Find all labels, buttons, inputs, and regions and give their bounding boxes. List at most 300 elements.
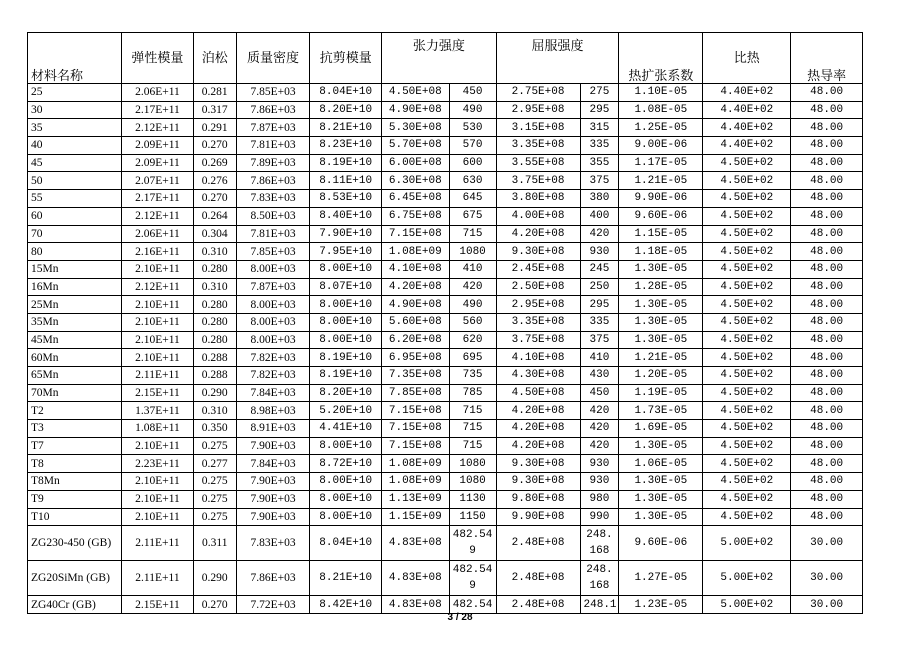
poisson-cell: 0.350	[193, 420, 236, 438]
specific-heat-cell: 5.00E+02	[703, 561, 791, 596]
thermal-expansion-cell: 1.06E-05	[619, 455, 703, 473]
poisson-cell: 0.280	[193, 331, 236, 349]
thermal-expansion-cell: 1.30E-05	[619, 331, 703, 349]
specific-heat-cell: 5.00E+02	[703, 596, 791, 614]
yield-strength-cell: 9.30E+08	[496, 243, 580, 261]
density-cell: 8.00E+03	[236, 331, 310, 349]
specific-heat-cell: 4.50E+02	[703, 473, 791, 491]
density-cell: 7.87E+03	[236, 119, 310, 137]
yield-strength-mpa-cell: 375	[580, 331, 619, 349]
shear-modulus-cell: 8.04E+10	[310, 84, 382, 102]
thermal-expansion-cell: 1.08E-05	[619, 101, 703, 119]
thermal-conductivity-cell: 48.00	[791, 384, 863, 402]
poisson-cell: 0.291	[193, 119, 236, 137]
yield-strength-cell: 2.75E+08	[496, 84, 580, 102]
tensile-strength-mpa-cell: 560	[449, 313, 496, 331]
table-row	[28, 526, 863, 561]
density-cell: 8.00E+03	[236, 313, 310, 331]
density-cell: 7.81E+03	[236, 137, 310, 155]
yield-strength-cell: 2.95E+08	[496, 101, 580, 119]
yield-strength-mpa-cell: 420	[580, 402, 619, 420]
yield-strength-mpa-cell: 248.168	[580, 561, 619, 596]
yield-strength-cell: 3.15E+08	[496, 119, 580, 137]
header-thermal-conductivity: 热导率	[791, 33, 863, 84]
tensile-strength-cell: 4.50E+08	[382, 84, 450, 102]
table-row	[28, 172, 863, 190]
elastic-modulus-cell: 2.11E+11	[122, 367, 194, 385]
material-name-cell: 60Mn	[28, 349, 122, 367]
thermal-conductivity-cell: 48.00	[791, 296, 863, 314]
thermal-expansion-cell: 1.30E-05	[619, 508, 703, 526]
elastic-modulus-cell: 2.10E+11	[122, 508, 194, 526]
table-row	[28, 349, 863, 367]
yield-strength-mpa-cell: 248.168	[580, 526, 619, 561]
specific-heat-cell: 4.50E+02	[703, 437, 791, 455]
poisson-cell: 0.317	[193, 101, 236, 119]
yield-strength-cell: 3.75E+08	[496, 172, 580, 190]
elastic-modulus-cell: 2.07E+11	[122, 172, 194, 190]
tensile-strength-mpa-cell: 715	[449, 420, 496, 438]
thermal-conductivity-cell: 48.00	[791, 101, 863, 119]
yield-strength-cell: 3.75E+08	[496, 331, 580, 349]
tensile-strength-mpa-cell: 715	[449, 402, 496, 420]
tensile-strength-cell: 5.60E+08	[382, 313, 450, 331]
header-poisson: 泊松	[193, 33, 236, 84]
poisson-cell: 0.310	[193, 402, 236, 420]
density-cell: 7.89E+03	[236, 154, 310, 172]
specific-heat-cell: 4.50E+02	[703, 207, 791, 225]
tensile-strength-mpa-cell: 1080	[449, 455, 496, 473]
yield-strength-cell: 4.50E+08	[496, 384, 580, 402]
material-name-cell: 25	[28, 84, 122, 102]
poisson-cell: 0.311	[193, 526, 236, 561]
thermal-conductivity-cell: 48.00	[791, 490, 863, 508]
elastic-modulus-cell: 2.10E+11	[122, 260, 194, 278]
table-row	[28, 190, 863, 208]
thermal-conductivity-cell: 48.00	[791, 367, 863, 385]
shear-modulus-cell: 8.19E+10	[310, 154, 382, 172]
poisson-cell: 0.275	[193, 490, 236, 508]
poisson-cell: 0.275	[193, 437, 236, 455]
table-row	[28, 561, 863, 596]
shear-modulus-cell: 8.00E+10	[310, 490, 382, 508]
material-name-cell: 45	[28, 154, 122, 172]
tensile-strength-mpa-cell: 1150	[449, 508, 496, 526]
tensile-strength-cell: 7.15E+08	[382, 420, 450, 438]
yield-strength-cell: 9.30E+08	[496, 455, 580, 473]
density-cell: 8.91E+03	[236, 420, 310, 438]
header-thermal-expansion: 热扩张系数	[619, 33, 703, 84]
material-name-cell: 35Mn	[28, 313, 122, 331]
table-row	[28, 119, 863, 137]
elastic-modulus-cell: 1.37E+11	[122, 402, 194, 420]
shear-modulus-cell: 8.42E+10	[310, 596, 382, 614]
thermal-conductivity-cell: 48.00	[791, 278, 863, 296]
yield-strength-cell: 3.55E+08	[496, 154, 580, 172]
specific-heat-cell: 4.50E+02	[703, 349, 791, 367]
tensile-strength-cell: 1.08E+09	[382, 473, 450, 491]
header-specific-heat: 比热	[703, 33, 791, 84]
thermal-expansion-cell: 9.90E-06	[619, 190, 703, 208]
tensile-strength-mpa-cell: 482.549	[449, 561, 496, 596]
tensile-strength-cell: 6.20E+08	[382, 331, 450, 349]
shear-modulus-cell: 8.11E+10	[310, 172, 382, 190]
tensile-strength-mpa-cell: 630	[449, 172, 496, 190]
shear-modulus-cell: 8.20E+10	[310, 101, 382, 119]
elastic-modulus-cell: 2.10E+11	[122, 349, 194, 367]
poisson-cell: 0.270	[193, 596, 236, 614]
tensile-strength-mpa-cell: 530	[449, 119, 496, 137]
material-name-cell: 55	[28, 190, 122, 208]
tensile-strength-cell: 5.70E+08	[382, 137, 450, 155]
tensile-strength-cell: 6.75E+08	[382, 207, 450, 225]
header-yield-strength: 屈服强度	[496, 33, 619, 84]
density-cell: 8.50E+03	[236, 207, 310, 225]
thermal-conductivity-cell: 48.00	[791, 455, 863, 473]
elastic-modulus-cell: 2.10E+11	[122, 437, 194, 455]
thermal-expansion-cell: 1.30E-05	[619, 260, 703, 278]
material-name-cell: 25Mn	[28, 296, 122, 314]
tensile-strength-cell: 4.90E+08	[382, 101, 450, 119]
thermal-expansion-cell: 9.00E-06	[619, 137, 703, 155]
yield-strength-mpa-cell: 335	[580, 137, 619, 155]
thermal-conductivity-cell: 48.00	[791, 402, 863, 420]
tensile-strength-mpa-cell: 482.54	[449, 596, 496, 614]
thermal-conductivity-cell: 30.00	[791, 526, 863, 561]
yield-strength-mpa-cell: 430	[580, 367, 619, 385]
material-name-cell: 50	[28, 172, 122, 190]
yield-strength-cell: 4.00E+08	[496, 207, 580, 225]
tensile-strength-cell: 6.30E+08	[382, 172, 450, 190]
material-name-cell: 60	[28, 207, 122, 225]
thermal-expansion-cell: 1.30E-05	[619, 313, 703, 331]
material-name-cell: T7	[28, 437, 122, 455]
yield-strength-cell: 2.48E+08	[496, 561, 580, 596]
table-row	[28, 101, 863, 119]
thermal-conductivity-cell: 30.00	[791, 561, 863, 596]
elastic-modulus-cell: 2.16E+11	[122, 243, 194, 261]
material-name-cell: T9	[28, 490, 122, 508]
shear-modulus-cell: 4.41E+10	[310, 420, 382, 438]
yield-strength-mpa-cell: 380	[580, 190, 619, 208]
specific-heat-cell: 4.50E+02	[703, 367, 791, 385]
shear-modulus-cell: 8.04E+10	[310, 526, 382, 561]
tensile-strength-mpa-cell: 695	[449, 349, 496, 367]
yield-strength-mpa-cell: 450	[580, 384, 619, 402]
tensile-strength-cell: 1.08E+09	[382, 243, 450, 261]
tensile-strength-cell: 7.85E+08	[382, 384, 450, 402]
yield-strength-cell: 4.10E+08	[496, 349, 580, 367]
shear-modulus-cell: 8.20E+10	[310, 384, 382, 402]
material-name-cell: 40	[28, 137, 122, 155]
specific-heat-cell: 4.50E+02	[703, 508, 791, 526]
poisson-cell: 0.277	[193, 455, 236, 473]
yield-strength-mpa-cell: 930	[580, 243, 619, 261]
tensile-strength-cell: 4.83E+08	[382, 561, 450, 596]
thermal-expansion-cell: 1.15E-05	[619, 225, 703, 243]
material-name-cell: T8Mn	[28, 473, 122, 491]
tensile-strength-cell: 7.35E+08	[382, 367, 450, 385]
shear-modulus-cell: 7.90E+10	[310, 225, 382, 243]
table-row	[28, 278, 863, 296]
thermal-conductivity-cell: 48.00	[791, 225, 863, 243]
poisson-cell: 0.310	[193, 278, 236, 296]
shear-modulus-cell: 8.00E+10	[310, 260, 382, 278]
density-cell: 7.90E+03	[236, 473, 310, 491]
elastic-modulus-cell: 2.12E+11	[122, 119, 194, 137]
poisson-cell: 0.276	[193, 172, 236, 190]
yield-strength-cell: 9.90E+08	[496, 508, 580, 526]
poisson-cell: 0.275	[193, 473, 236, 491]
table-row	[28, 137, 863, 155]
yield-strength-cell: 9.30E+08	[496, 473, 580, 491]
poisson-cell: 0.270	[193, 137, 236, 155]
material-name-cell: 65Mn	[28, 367, 122, 385]
yield-strength-cell: 2.48E+08	[496, 526, 580, 561]
elastic-modulus-cell: 2.11E+11	[122, 526, 194, 561]
poisson-cell: 0.310	[193, 243, 236, 261]
material-name-cell: 70Mn	[28, 384, 122, 402]
thermal-expansion-cell: 1.19E-05	[619, 384, 703, 402]
tensile-strength-mpa-cell: 490	[449, 296, 496, 314]
poisson-cell: 0.270	[193, 190, 236, 208]
elastic-modulus-cell: 2.23E+11	[122, 455, 194, 473]
thermal-expansion-cell: 1.30E-05	[619, 473, 703, 491]
table-row	[28, 331, 863, 349]
thermal-conductivity-cell: 48.00	[791, 119, 863, 137]
specific-heat-cell: 4.40E+02	[703, 101, 791, 119]
thermal-expansion-cell: 1.17E-05	[619, 154, 703, 172]
shear-modulus-cell: 8.53E+10	[310, 190, 382, 208]
elastic-modulus-cell: 2.09E+11	[122, 137, 194, 155]
tensile-strength-cell: 6.00E+08	[382, 154, 450, 172]
specific-heat-cell: 4.50E+02	[703, 278, 791, 296]
material-name-cell: 16Mn	[28, 278, 122, 296]
tensile-strength-cell: 4.83E+08	[382, 596, 450, 614]
poisson-cell: 0.281	[193, 84, 236, 102]
thermal-conductivity-cell: 48.00	[791, 313, 863, 331]
yield-strength-cell: 9.80E+08	[496, 490, 580, 508]
tensile-strength-mpa-cell: 785	[449, 384, 496, 402]
specific-heat-cell: 4.50E+02	[703, 331, 791, 349]
tensile-strength-mpa-cell: 620	[449, 331, 496, 349]
thermal-expansion-cell: 1.30E-05	[619, 437, 703, 455]
poisson-cell: 0.275	[193, 508, 236, 526]
elastic-modulus-cell: 2.15E+11	[122, 384, 194, 402]
poisson-cell: 0.290	[193, 384, 236, 402]
thermal-conductivity-cell: 48.00	[791, 207, 863, 225]
yield-strength-mpa-cell: 275	[580, 84, 619, 102]
material-name-cell: 70	[28, 225, 122, 243]
specific-heat-cell: 4.40E+02	[703, 84, 791, 102]
thermal-expansion-cell: 1.73E-05	[619, 402, 703, 420]
tensile-strength-mpa-cell: 410	[449, 260, 496, 278]
density-cell: 7.86E+03	[236, 172, 310, 190]
yield-strength-cell: 3.35E+08	[496, 137, 580, 155]
shear-modulus-cell: 8.00E+10	[310, 296, 382, 314]
thermal-expansion-cell: 1.10E-05	[619, 84, 703, 102]
shear-modulus-cell: 8.72E+10	[310, 455, 382, 473]
header-row	[28, 33, 863, 84]
yield-strength-cell: 2.50E+08	[496, 278, 580, 296]
density-cell: 7.72E+03	[236, 596, 310, 614]
specific-heat-cell: 4.50E+02	[703, 260, 791, 278]
yield-strength-mpa-cell: 400	[580, 207, 619, 225]
tensile-strength-mpa-cell: 1130	[449, 490, 496, 508]
density-cell: 7.85E+03	[236, 84, 310, 102]
density-cell: 7.84E+03	[236, 384, 310, 402]
material-name-cell: T2	[28, 402, 122, 420]
yield-strength-mpa-cell: 420	[580, 437, 619, 455]
specific-heat-cell: 5.00E+02	[703, 526, 791, 561]
yield-strength-mpa-cell: 295	[580, 296, 619, 314]
density-cell: 7.82E+03	[236, 367, 310, 385]
yield-strength-mpa-cell: 315	[580, 119, 619, 137]
thermal-expansion-cell: 1.30E-05	[619, 490, 703, 508]
table-row	[28, 384, 863, 402]
tensile-strength-mpa-cell: 570	[449, 137, 496, 155]
elastic-modulus-cell: 2.12E+11	[122, 207, 194, 225]
material-name-cell: 80	[28, 243, 122, 261]
specific-heat-cell: 4.40E+02	[703, 119, 791, 137]
header-density: 质量密度	[236, 33, 310, 84]
shear-modulus-cell: 8.07E+10	[310, 278, 382, 296]
density-cell: 7.82E+03	[236, 349, 310, 367]
density-cell: 7.90E+03	[236, 490, 310, 508]
thermal-expansion-cell: 1.21E-05	[619, 172, 703, 190]
specific-heat-cell: 4.50E+02	[703, 243, 791, 261]
shear-modulus-cell: 8.00E+10	[310, 508, 382, 526]
material-name-cell: ZG20SiMn (GB)	[28, 561, 122, 596]
thermal-expansion-cell: 9.60E-06	[619, 207, 703, 225]
table-row	[28, 260, 863, 278]
thermal-expansion-cell: 1.27E-05	[619, 561, 703, 596]
density-cell: 8.98E+03	[236, 402, 310, 420]
table-row	[28, 225, 863, 243]
yield-strength-mpa-cell: 980	[580, 490, 619, 508]
thermal-conductivity-cell: 48.00	[791, 172, 863, 190]
yield-strength-mpa-cell: 248.1	[580, 596, 619, 614]
elastic-modulus-cell: 2.06E+11	[122, 84, 194, 102]
tensile-strength-mpa-cell: 420	[449, 278, 496, 296]
specific-heat-cell: 4.50E+02	[703, 384, 791, 402]
specific-heat-cell: 4.50E+02	[703, 225, 791, 243]
yield-strength-mpa-cell: 250	[580, 278, 619, 296]
density-cell: 7.87E+03	[236, 278, 310, 296]
density-cell: 7.84E+03	[236, 455, 310, 473]
table-row	[28, 420, 863, 438]
table-row	[28, 455, 863, 473]
yield-strength-mpa-cell: 375	[580, 172, 619, 190]
yield-strength-cell: 4.30E+08	[496, 367, 580, 385]
tensile-strength-mpa-cell: 450	[449, 84, 496, 102]
thermal-conductivity-cell: 48.00	[791, 420, 863, 438]
density-cell: 7.86E+03	[236, 561, 310, 596]
elastic-modulus-cell: 2.17E+11	[122, 101, 194, 119]
shear-modulus-cell: 8.23E+10	[310, 137, 382, 155]
thermal-expansion-cell: 9.60E-06	[619, 526, 703, 561]
thermal-expansion-cell: 1.28E-05	[619, 278, 703, 296]
poisson-cell: 0.288	[193, 349, 236, 367]
tensile-strength-mpa-cell: 715	[449, 225, 496, 243]
yield-strength-mpa-cell: 410	[580, 349, 619, 367]
shear-modulus-cell: 8.21E+10	[310, 119, 382, 137]
yield-strength-cell: 4.20E+08	[496, 437, 580, 455]
tensile-strength-cell: 4.10E+08	[382, 260, 450, 278]
specific-heat-cell: 4.50E+02	[703, 402, 791, 420]
yield-strength-cell: 3.80E+08	[496, 190, 580, 208]
thermal-conductivity-cell: 30.00	[791, 596, 863, 614]
yield-strength-cell: 2.95E+08	[496, 296, 580, 314]
specific-heat-cell: 4.50E+02	[703, 190, 791, 208]
density-cell: 7.86E+03	[236, 101, 310, 119]
material-name-cell: T10	[28, 508, 122, 526]
table-row	[28, 243, 863, 261]
poisson-cell: 0.290	[193, 561, 236, 596]
yield-strength-mpa-cell: 245	[580, 260, 619, 278]
shear-modulus-cell: 8.19E+10	[310, 367, 382, 385]
density-cell: 7.81E+03	[236, 225, 310, 243]
elastic-modulus-cell: 2.11E+11	[122, 561, 194, 596]
material-properties-table	[27, 32, 863, 614]
table-row	[28, 473, 863, 491]
tensile-strength-mpa-cell: 735	[449, 367, 496, 385]
table-row	[28, 490, 863, 508]
table-body	[28, 84, 863, 614]
yield-strength-mpa-cell: 295	[580, 101, 619, 119]
tensile-strength-cell: 1.08E+09	[382, 455, 450, 473]
thermal-expansion-cell: 1.21E-05	[619, 349, 703, 367]
shear-modulus-cell: 7.95E+10	[310, 243, 382, 261]
tensile-strength-cell: 7.15E+08	[382, 437, 450, 455]
yield-strength-cell: 4.20E+08	[496, 420, 580, 438]
table-row	[28, 437, 863, 455]
table-row	[28, 367, 863, 385]
elastic-modulus-cell: 2.10E+11	[122, 296, 194, 314]
thermal-conductivity-cell: 48.00	[791, 331, 863, 349]
specific-heat-cell: 4.50E+02	[703, 313, 791, 331]
thermal-conductivity-cell: 48.00	[791, 437, 863, 455]
elastic-modulus-cell: 1.08E+11	[122, 420, 194, 438]
thermal-expansion-cell: 1.30E-05	[619, 296, 703, 314]
elastic-modulus-cell: 2.09E+11	[122, 154, 194, 172]
tensile-strength-cell: 5.30E+08	[382, 119, 450, 137]
material-name-cell: T8	[28, 455, 122, 473]
shear-modulus-cell: 8.00E+10	[310, 473, 382, 491]
yield-strength-mpa-cell: 930	[580, 455, 619, 473]
elastic-modulus-cell: 2.06E+11	[122, 225, 194, 243]
shear-modulus-cell: 8.00E+10	[310, 437, 382, 455]
poisson-cell: 0.288	[193, 367, 236, 385]
tensile-strength-cell: 4.20E+08	[382, 278, 450, 296]
header-shear-modulus: 抗剪模量	[310, 33, 382, 84]
thermal-conductivity-cell: 48.00	[791, 260, 863, 278]
shear-modulus-cell: 8.00E+10	[310, 331, 382, 349]
material-name-cell: 35	[28, 119, 122, 137]
tensile-strength-mpa-cell: 600	[449, 154, 496, 172]
tensile-strength-cell: 1.15E+09	[382, 508, 450, 526]
table-row	[28, 508, 863, 526]
poisson-cell: 0.304	[193, 225, 236, 243]
tensile-strength-cell: 4.83E+08	[382, 526, 450, 561]
tensile-strength-mpa-cell: 1080	[449, 473, 496, 491]
tensile-strength-mpa-cell: 490	[449, 101, 496, 119]
elastic-modulus-cell: 2.17E+11	[122, 190, 194, 208]
table-row	[28, 596, 863, 614]
poisson-cell: 0.280	[193, 313, 236, 331]
material-name-cell: ZG230-450 (GB)	[28, 526, 122, 561]
elastic-modulus-cell: 2.10E+11	[122, 473, 194, 491]
